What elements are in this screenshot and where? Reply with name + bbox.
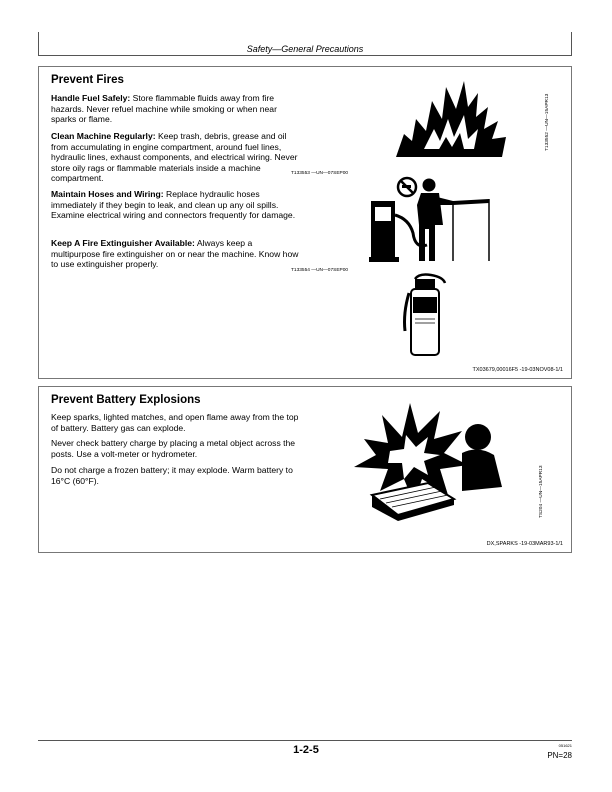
- fires-item-text: Replace hydraulic hoses immediately if they begin to leak, and clean up any oil spills. Examine electrical wiring and connectors frequently for damage.: [51, 189, 296, 221]
- prevent-fires-title: Prevent Fires: [51, 74, 124, 86]
- no-smoking-fueling-icon: [369, 175, 491, 263]
- battery-paragraph: Keep sparks, lighted matches, and open flame away from the top of battery. Battery gas can explode.: [51, 412, 299, 433]
- fires-item-clean: [51, 131, 299, 184]
- flame-icon: [394, 79, 509, 159]
- fires-item-hoses: [51, 189, 299, 221]
- fires-item-text: Always keep a multipurpose fire extinguisher on or near the machine. Know how to use extinguisher properly.: [51, 238, 299, 270]
- footer-small-code: 051621: [558, 743, 572, 748]
- fires-item-heading: Keep A Fire Extinguisher Available:: [51, 238, 195, 248]
- extinguisher-figure-code: T133554 —UN—07SEP00: [291, 268, 349, 273]
- fires-item-text: Store flammable fluids away from fire hazards. Never refuel machine while smoking or when near sparks or flame.: [51, 93, 277, 125]
- fueling-figure-code: T133553 —UN—07SEP00: [291, 171, 349, 176]
- footer-pn: PN=28: [547, 751, 572, 760]
- prevent-battery-explosions-section: [38, 386, 572, 553]
- fires-reference-code: TX03679,00016F5 -19-03NOV08-1/1: [472, 367, 563, 373]
- fire-extinguisher-icon: [401, 273, 451, 357]
- footer-divider: [38, 740, 572, 741]
- battery-figure-code: TS204 —UN—15APR13: [539, 465, 544, 518]
- fires-item-text: Keep trash, debris, grease and oil from accumulating in engine compartment, around fuel lines, hydraulic lines, exhaust components, and electrical wiring. Never store oily rags or flammable materials inside a machine compartment.: [51, 131, 298, 184]
- battery-explosion-icon: [344, 399, 504, 523]
- battery-paragraph: Do not charge a frozen battery; it may explode. Warm battery to 16°C (60°F).: [51, 465, 293, 486]
- battery-title: Prevent Battery Explosions: [51, 394, 201, 406]
- page-header-title: Safety—General Precautions: [246, 44, 364, 54]
- battery-paragraph: Never check battery charge by placing a metal object across the posts. Use a volt-meter or hydrometer.: [51, 438, 296, 459]
- battery-reference-code: DX,SPARKS -19-03MAR93-1/1: [486, 541, 563, 547]
- fires-item-heading: Clean Machine Regularly:: [51, 131, 156, 141]
- prevent-fires-section: [38, 66, 572, 379]
- flame-figure-code: T133552 —UN—15APR13: [545, 93, 550, 151]
- fires-item-heading: Handle Fuel Safely:: [51, 93, 131, 103]
- fires-item-extinguisher: [51, 238, 299, 270]
- fires-item-fuel: [51, 93, 299, 125]
- fires-item-heading: Maintain Hoses and Wiring:: [51, 189, 164, 199]
- page-number: 1-2-5: [293, 744, 319, 756]
